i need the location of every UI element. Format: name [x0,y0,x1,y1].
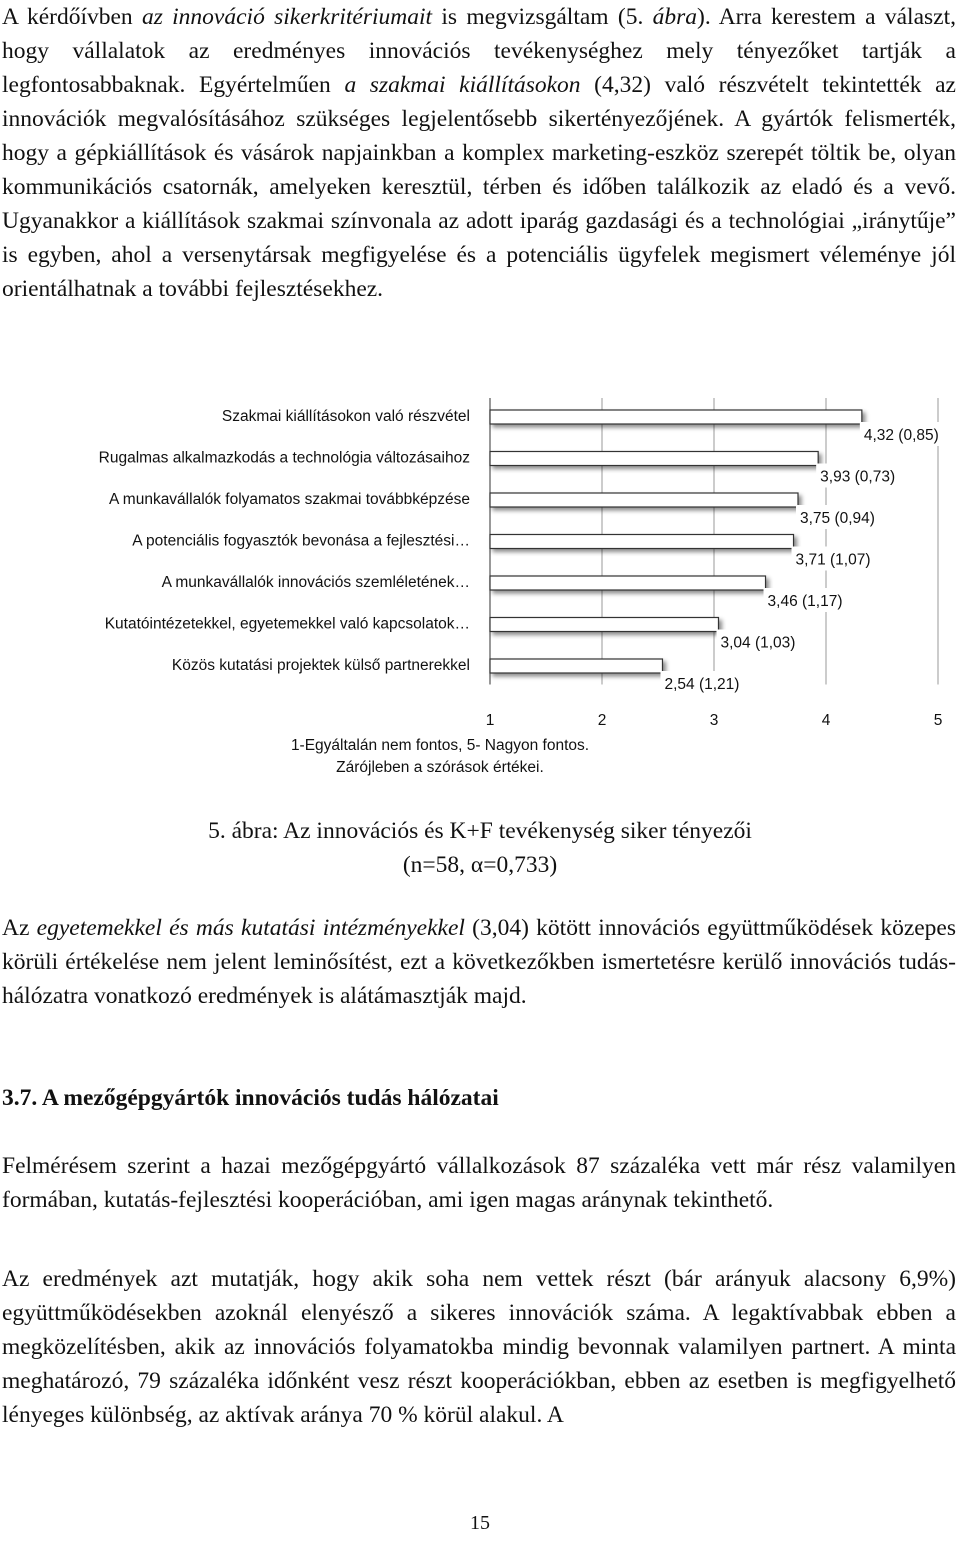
category-label: Szakmai kiállításokon való részvétel [221,408,470,425]
italic-text: egyetemekkel és más kutatási intézményekkel [36,915,465,941]
chart-note-line-1: 1-Egyáltalán nem fontos, 5- Nagyon fontos. [290,737,590,754]
category-label: Közös kutatási projektek külső partnerekkel [171,657,470,674]
italic-text: a szakmai kiállításokon [344,72,581,98]
caption-line-1: 5. ábra: Az innovációs és K+F tevékenység siker tényezői [208,818,752,844]
paragraph-results: Az eredmények azt mutatják, hogy akik soha nem vettek részt (bár arányuk alacsony 6,9%) együttműködésekben azoknál elenyésző a sikeres innovációk száma. A legaktívabbak ebben a megközelítésben, akik az innovációs folyamatokba mindig bevonnak valamilyen partnert. A minta meghatározó, 79 százaléka időnként vesz részt kooperációkban, ebben az esetben is megfigyelhető lényeges különbség, az aktívak aránya 70 % körül alakul. A [2,1266,956,1428]
text: ). Arra kerestem a választ, hogy vállalatok az eredményes innovációs tevékenységhez mely tényezőket tartják a legfontosabbaknak. Egyértelműen [2,4,956,98]
data-label-text: 2,54 (1,21) [664,676,740,693]
data-label-text: 3,46 (1,17) [767,593,843,610]
text: is megvizsgáltam (5. [432,4,653,30]
category-label: A munkavállalók innovációs szemléletének… [161,574,470,591]
paragraph-intro [2,0,956,306]
text: (4,32) való részvételt tekintették az innovációk megvalósításához szükséges legjelentősebb sikertényezőjének. A gyártók felismerték, hogy a gépkiállítások és vásárok napjainkban a komplex marketing-eszköz szerepét töltik be, olyan kommunikációs csatornák, amelyeken keresztül, térben és időben találkozik az eladó és a vevő. Ugyanakkor a kiállítások szakmai színvonala az adott iparág gazdasági és a technológiai „iránytűje” is egyben, ahol a versenytársak megfigyelése és a potenciális ügyfelek megismert véleménye jól orientálhatnak a további fejlesztésekhez. [2,72,956,302]
data-label [660,671,764,695]
data-label-text: 3,71 (1,07) [795,551,871,569]
bar [490,452,818,466]
x-tick-label: 2 [597,712,607,729]
data-label [716,630,820,654]
category-label: Rugalmas alkalmazkodás a technológia változásaihoz [98,449,470,467]
bar [490,493,798,507]
data-label [764,588,868,612]
section-heading: 3.7. A mezőgépgyártók innovációs tudás hálózatai [2,1085,499,1111]
bar [490,535,794,549]
text: Az [2,915,37,941]
chart-note [160,735,720,779]
data-label-text: 3,93 (0,73) [820,468,896,486]
x-tick-label: 3 [709,712,719,729]
bar [490,410,862,424]
category-label: Kutatóintézetekkel, egyetemekkel való kapcsolatok… [104,615,470,633]
bar [490,576,766,590]
bar [490,618,718,632]
x-tick-label: 5 [933,712,943,729]
bar-chart-svg [0,388,960,733]
chart-note-line-2: Zárójleben a szórások értékei. [336,759,544,776]
figure-caption [0,814,960,882]
text: A kérdőívben [2,4,142,30]
chart-success-factors [0,388,960,788]
data-label [860,422,960,446]
x-tick-label: 1 [485,712,495,729]
data-label-text: 4,32 (0,85) [863,427,939,444]
x-tick-label: 4 [821,712,831,729]
category-label: A munkavállalók folyamatos szakmai továbbképzése [109,491,470,508]
bar [490,659,662,673]
data-label-text: 3,75 (0,94) [800,510,875,527]
data-label [796,505,900,529]
data-label [816,464,920,488]
caption-line-2: (n=58, α=0,733) [402,852,558,878]
text: (3,04) kötött innovációs együttműködések közepes körüli értékelése nem jelent leminősítést, ezt a következőkben ismertetésre kerülő innovációs tudás-hálózatra vonatkozó eredmények is alátámasztják majd. [2,915,957,1009]
paragraph-survey: Felmérésem szerint a hazai mezőgépgyártó vállalkozások 87 százaléka vett már rész valamilyen formában, kutatás-fejlesztési kooperációban, ami igen magas aránynak tekinthető. [2,1153,956,1213]
italic-text: az innováció sikerkritériumait [141,4,433,30]
paragraph-universities [2,911,956,1013]
italic-text: ábra [652,4,698,30]
category-label: A potenciális fogyasztók bevonása a fejlesztési… [132,532,470,550]
page-number: 15 [470,1512,490,1534]
data-label [792,547,896,571]
data-label-text: 3,04 (1,03) [720,634,796,652]
